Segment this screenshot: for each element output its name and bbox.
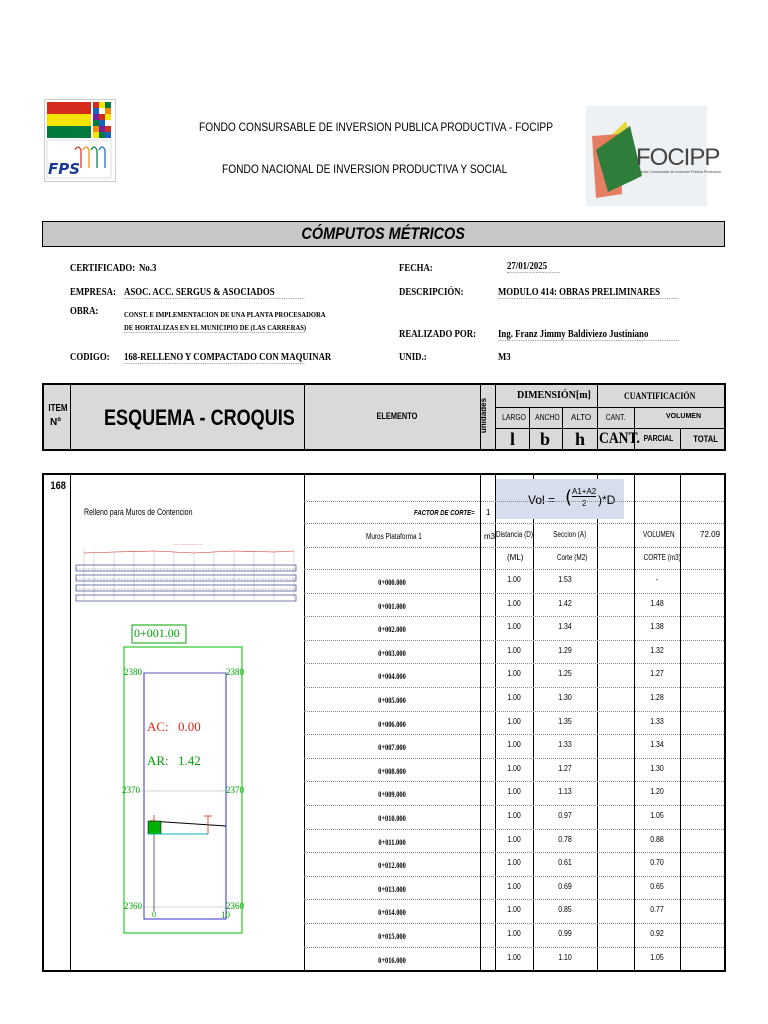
elev-mid-left: 2370 (122, 785, 140, 795)
element-unit: m3 (484, 532, 496, 541)
row-station: 0+016.000 (378, 955, 406, 965)
descripcion-label: DESCRIPCIÓN: (399, 287, 464, 298)
row-area: 0.61 (558, 857, 572, 868)
row-station: 0+009.000 (378, 790, 406, 800)
volumen-total: 72.09 (700, 530, 721, 539)
elev-bot-right: 2360 (226, 901, 244, 911)
row-station: 0+010.000 (378, 814, 406, 823)
col-corte: Corte (M2) (556, 553, 588, 562)
focipp-logo-subtext: Fondo Concursable de Inversión Pública Productiva (638, 170, 721, 174)
item-no-header: Nº (50, 417, 61, 428)
ac-value: 0.00 (178, 719, 201, 734)
certificado-value: No.3 (139, 263, 157, 274)
formula-tail: )*D (598, 493, 616, 507)
focipp-logo (586, 106, 721, 206)
alto-header: ALTO (571, 413, 592, 422)
x-left-label: 0 (152, 910, 156, 919)
row-volume: 1.27 (650, 668, 664, 679)
row-station: 0+007.000 (378, 743, 406, 753)
computos-table (42, 473, 726, 972)
row-area: 1.29 (558, 644, 572, 655)
realizado-value: Ing. Franz Jimmy Baldiviezo Justiniano (498, 329, 678, 341)
certificado-label: CERTIFICADO: (70, 263, 136, 274)
elev-top-right: 2380 (226, 667, 244, 677)
row-station: 0+011.000 (378, 837, 406, 847)
row-distance: 1.00 (507, 621, 521, 632)
row-volume: 0.65 (650, 880, 664, 891)
fecha-label: FECHA: (399, 263, 433, 274)
empresa-value: ASOC. ACC. SERGUS & ASOCIADOS (124, 287, 304, 299)
elev-top-left: 2380 (124, 667, 142, 677)
b-header: b (540, 429, 551, 449)
row-station: 0+005.000 (378, 696, 406, 705)
item-number: 168 (50, 480, 66, 492)
descripcion-value: MODULO 414: OBRAS PRELIMINARES (498, 287, 678, 299)
col-distancia: Distancia (D) (496, 530, 533, 539)
codigo-label: CODIGO: (70, 352, 110, 363)
row-station: 0+002.000 (378, 625, 406, 635)
row-volume: 1.20 (650, 786, 664, 797)
header-line-2: FONDO NACIONAL DE INVERSION PRODUCTIVA Y SOCIAL (222, 162, 508, 176)
unidades-header: unidades (479, 397, 489, 434)
row-area: 1.10 (558, 951, 572, 962)
row-distance: 1.00 (507, 880, 521, 891)
row-distance: 1.00 (507, 597, 521, 608)
formula-numerator: A1+A2 (572, 487, 597, 496)
row-distance: 1.00 (507, 668, 521, 679)
col-volumen: VOLUMEN (642, 530, 675, 539)
row-volume: 1.05 (650, 810, 664, 820)
total-header: TOTAL (693, 434, 718, 444)
row-distance: 1.00 (507, 928, 521, 938)
row-area: 0.99 (558, 928, 572, 938)
row-station: 0+001.000 (378, 601, 406, 611)
l-header: l (510, 429, 516, 449)
col-ml: (ML) (507, 553, 524, 562)
row-distance: 1.00 (507, 810, 521, 820)
table-header (42, 383, 726, 451)
unid-value: M3 (498, 352, 511, 363)
item-header: ITEM (48, 403, 68, 414)
row-area: 1.34 (558, 621, 572, 632)
row-volume: 1.32 (650, 644, 664, 655)
row-station: 0+006.000 (378, 719, 406, 729)
elev-mid-right: 2370 (226, 785, 244, 795)
row-station: 0+015.000 (378, 932, 406, 941)
row-volume: 0.77 (650, 904, 664, 915)
row-area: 1.27 (558, 762, 572, 773)
row-station: 0+012.000 (378, 861, 406, 871)
row-volume: 1.33 (650, 715, 664, 726)
col-seccion: Seccion (A) (553, 530, 587, 539)
row-volume: 0.70 (650, 857, 664, 868)
row-station: 0+014.000 (378, 908, 406, 918)
parcial-header: PARCIAL (643, 434, 674, 443)
row-volume: 1.34 (650, 739, 664, 750)
row-area: 0.78 (558, 833, 572, 844)
realizado-label: REALIZADO POR: (399, 329, 477, 340)
item-description: Relleno para Muros de Contencion (84, 507, 193, 517)
ar-label: AR: (147, 753, 169, 768)
cant-big-header: CANT. (599, 430, 640, 447)
row-station: 0+000.000 (378, 578, 406, 587)
row-station: 0+008.000 (378, 766, 406, 776)
row-volume: - (655, 574, 659, 584)
ar-value: 1.42 (178, 753, 201, 768)
esquema-header: ESQUEMA - CROQUIS (104, 405, 295, 430)
row-distance: 1.00 (507, 739, 521, 750)
formula-denominator: 2 (582, 499, 587, 508)
page-title: CÓMPUTOS MÉTRICOS (42, 221, 725, 247)
header-line-1: FONDO CONSURSABLE DE INVERSION PUBLICA PRODUCTIVA - FOCIPP (199, 120, 554, 134)
row-distance: 1.00 (507, 762, 521, 773)
row-area: 0.97 (558, 810, 572, 820)
row-area: 1.53 (558, 574, 572, 584)
element-name: Muros Plataforma 1 (366, 532, 422, 541)
row-distance: 1.00 (507, 692, 521, 702)
fecha-value: 27/01/2025 (507, 261, 560, 273)
focipp-logo-text: FOCIPP (636, 144, 720, 171)
ancho-header: ANCHO (535, 413, 560, 422)
row-volume: 0.88 (650, 833, 664, 844)
elev-bot-left: 2360 (124, 901, 142, 911)
svg-text:~~~ ~~~~ ~~~~~~ ~~: ~~~ ~~~~ ~~~~~~ ~~ (174, 542, 203, 546)
dimension-header: DIMENSIÓN[m] (517, 390, 591, 401)
factor-value: 1 (486, 508, 491, 517)
row-volume: 1.38 (650, 621, 664, 632)
row-distance: 1.00 (507, 715, 521, 726)
row-station: 0+013.000 (378, 884, 406, 894)
fps-logo-text: FPS (48, 160, 81, 178)
codigo-value: 168-RELLENO Y COMPACTADO CON MAQUINAR (124, 352, 332, 363)
row-distance: 1.00 (507, 644, 521, 655)
cross-section-sketch (94, 623, 294, 935)
row-volume: 1.28 (650, 692, 664, 702)
h-header: h (575, 429, 586, 449)
ac-label: AC: (147, 719, 169, 734)
row-distance: 1.00 (507, 951, 521, 962)
profile-sketch (74, 539, 300, 611)
obra-label: OBRA: (70, 306, 99, 317)
cuantificacion-header: CUANTIFICACIÓN (624, 391, 696, 401)
elemento-header: ELEMENTO (376, 411, 418, 421)
row-station: 0+003.000 (378, 648, 406, 658)
row-distance: 1.00 (507, 904, 521, 915)
row-station: 0+004.000 (378, 672, 406, 682)
fps-logo (44, 99, 116, 182)
factor-label: FACTOR DE CORTE= (414, 508, 475, 517)
row-area: 1.33 (558, 739, 572, 750)
formula-box: Vol = ( A1+A2 2 )*D (496, 479, 624, 519)
row-area: 1.30 (558, 692, 572, 702)
empresa-label: EMPRESA: (70, 287, 116, 298)
largo-header: LARGO (502, 413, 526, 422)
row-volume: 0.92 (650, 928, 664, 938)
cant-small-header: CANT. (605, 413, 626, 422)
station-label: 0+001.00 (134, 626, 180, 640)
col-corte-m3: CORTE (m3) (643, 553, 681, 562)
row-distance: 1.00 (507, 857, 521, 868)
row-area: 1.25 (558, 668, 572, 679)
obra-value-2: DE HORTALIZAS EN EL MUNICIPIO DE (LAS CARRERAS) (124, 323, 307, 332)
row-distance: 1.00 (507, 786, 521, 797)
row-volume: 1.05 (650, 951, 664, 962)
volumen-header: VOLUMEN (666, 413, 701, 420)
row-distance: 1.00 (507, 833, 521, 844)
row-volume: 1.48 (650, 597, 664, 608)
row-area: 1.42 (558, 597, 572, 608)
row-distance: 1.00 (507, 574, 521, 584)
obra-value-1: CONST. E IMPLEMENTACION DE UNA PLANTA PROCESADORA (124, 310, 326, 319)
row-volume: 1.30 (650, 762, 664, 773)
formula-lhs: Vol = (528, 493, 556, 507)
row-area: 1.13 (558, 786, 572, 797)
row-area: 0.85 (558, 904, 572, 915)
unid-label: UNID.: (399, 352, 427, 363)
row-area: 0.69 (558, 880, 572, 891)
x-right-label: 10 (221, 910, 230, 920)
row-area: 1.35 (558, 715, 572, 726)
